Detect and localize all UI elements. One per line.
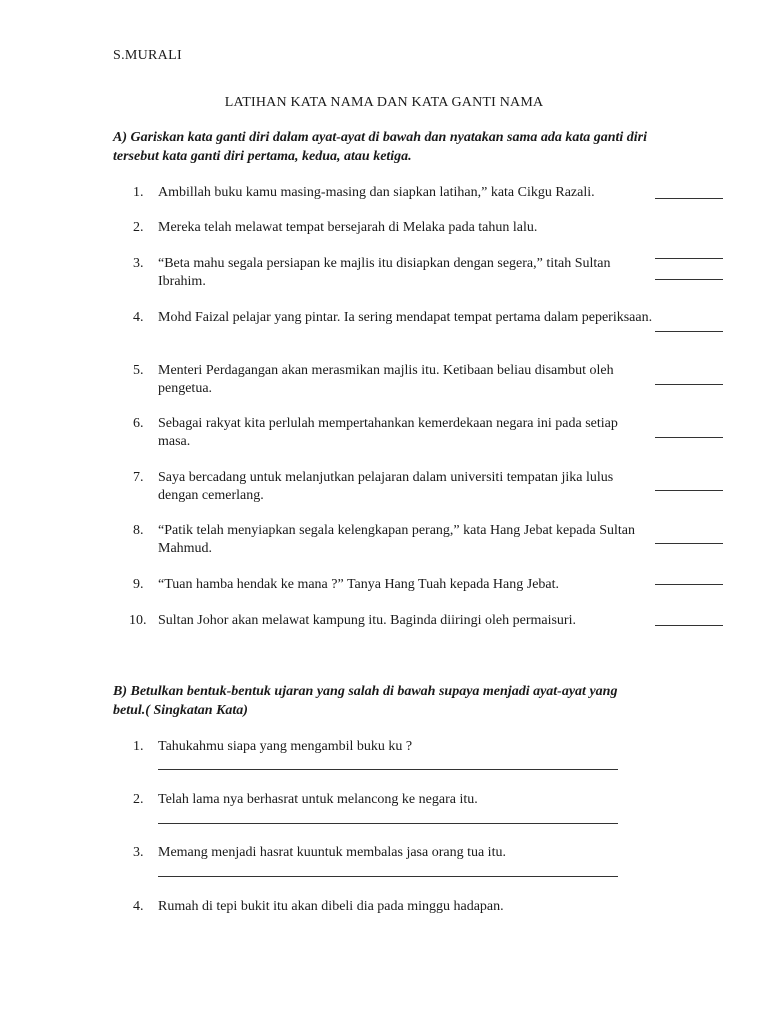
question-text: Telah lama nya berhasrat untuk melancong ke negara itu. [158, 792, 478, 807]
question-number: 1. [133, 185, 144, 200]
question-number: 4. [133, 899, 144, 914]
question-number: 6. [133, 416, 144, 431]
answer-line-b3[interactable] [158, 876, 618, 877]
question-text: “Patik telah menyiapkan segala kelengkapan perang,” kata Hang Jebat kepada Sultan Mahmud. [158, 523, 635, 556]
question-text: “Beta mahu segala persiapan ke majlis itu disiapkan dengan segera,” titah Sultan Ibrahim. [158, 256, 611, 289]
answer-line-a3[interactable] [655, 279, 723, 280]
question-text: Sebagai rakyat kita perlulah mempertahankan kemerdekaan negara ini pada setiap masa. [158, 416, 618, 449]
answer-line-a9[interactable] [655, 584, 723, 585]
question-text: Memang menjadi hasrat kuuntuk membalas jasa orang tua itu. [158, 845, 506, 860]
question-text: “Tuan hamba hendak ke mana ?” Tanya Hang Tuah kepada Hang Jebat. [158, 577, 560, 592]
question-text: Mereka telah melawat tempat bersejarah di Melaka pada tahun lalu. [158, 220, 538, 235]
answer-line-a2[interactable] [655, 258, 723, 259]
answer-line-a7[interactable] [655, 490, 723, 491]
question-number: 3. [133, 845, 144, 860]
answer-line-a5[interactable] [655, 384, 723, 385]
question-text: Sultan Johor akan melawat kampung itu. Baginda diiringi oleh permaisuri. [158, 613, 576, 628]
question-number: 5. [133, 363, 144, 378]
question-number: 3. [133, 256, 144, 271]
question-number: 2. [133, 220, 144, 235]
section-a-instruction: A) Gariskan kata ganti diri dalam ayat-ayat di bawah dan nyatakan sama ada kata ganti diri tersebut kata ganti diri pertama, kedua, atau ketiga. [113, 130, 648, 164]
question-text: Saya bercadang untuk melanjutkan pelajaran dalam universiti tempatan jika lulus dengan cemerlang. [158, 470, 614, 503]
answer-line-b2[interactable] [158, 823, 618, 824]
answer-line-a4[interactable] [655, 331, 723, 332]
question-number: 9. [133, 577, 144, 592]
answer-line-a10[interactable] [655, 625, 723, 626]
question-text: Rumah di tepi bukit itu akan dibeli dia pada minggu hadapan. [158, 899, 504, 914]
question-number: 2. [133, 792, 144, 807]
question-number: 4. [133, 310, 144, 325]
question-text: Tahukahmu siapa yang mengambil buku ku ? [158, 739, 413, 754]
question-number: 8. [133, 523, 144, 538]
question-text: Menteri Perdagangan akan merasmikan majlis itu. Ketibaan beliau disambut oleh pengetua. [158, 363, 614, 396]
author-name: S.MURALI [113, 48, 182, 63]
answer-line-a1[interactable] [655, 198, 723, 199]
answer-line-a6[interactable] [655, 437, 723, 438]
question-text: Mohd Faizal pelajar yang pintar. Ia sering mendapat tempat pertama dalam peperiksaan. [158, 310, 653, 325]
question-number: 7. [133, 470, 144, 485]
answer-line-a8[interactable] [655, 543, 723, 544]
question-number: 1. [133, 739, 144, 754]
answer-line-b1[interactable] [158, 769, 618, 770]
section-b-instruction: B) Betulkan bentuk-bentuk ujaran yang salah di bawah supaya menjadi ayat-ayat yang betul.( Singkatan Kata) [113, 684, 618, 718]
question-number: 10. [129, 613, 147, 628]
question-text: Ambillah buku kamu masing-masing dan siapkan latihan,” kata Cikgu Razali. [158, 185, 595, 200]
page-title: LATIHAN KATA NAMA DAN KATA GANTI NAMA [224, 95, 544, 110]
